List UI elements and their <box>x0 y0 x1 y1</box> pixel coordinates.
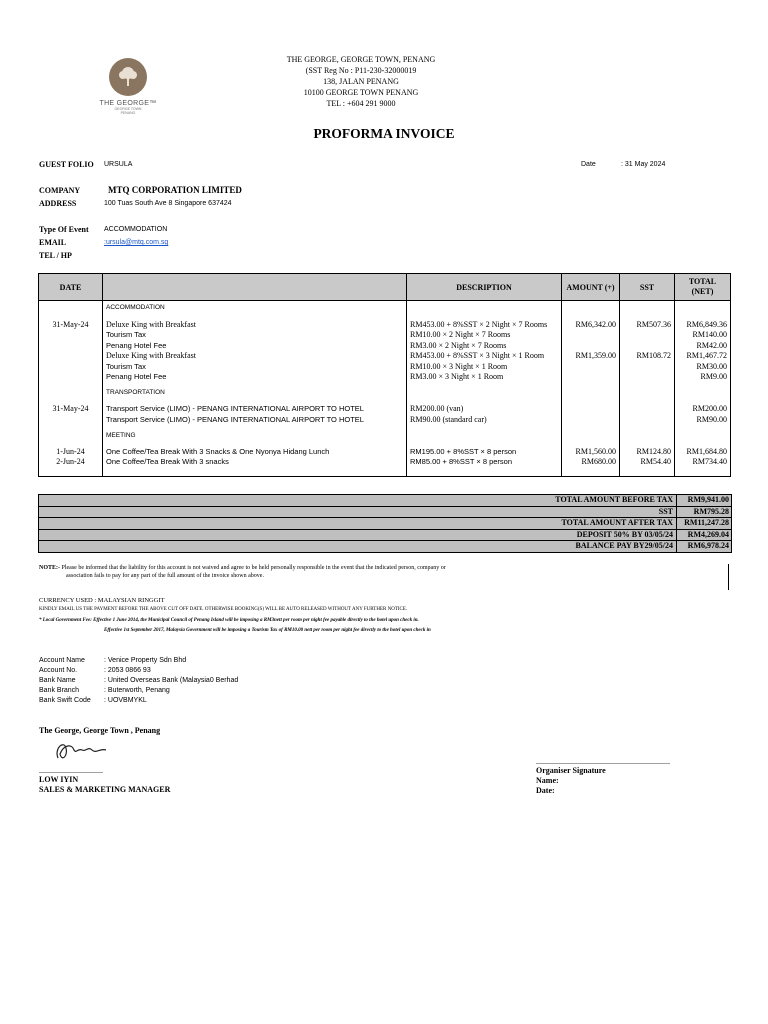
accom-item-4: Deluxe King with Breakfast <box>106 351 196 360</box>
deposit-label: DEPOSIT 50% BY 03/05/24 <box>576 529 673 539</box>
liability-note <box>39 564 699 580</box>
deposit-value: RM4,269.04 <box>676 530 731 541</box>
date-label: Date <box>581 161 596 168</box>
hotel-sst: (SST Reg No : P11-230-32000019 <box>305 66 417 75</box>
sst-total-row <box>39 507 731 519</box>
address-label: ADDRESS <box>39 199 77 208</box>
handwritten-signature-icon <box>52 738 112 764</box>
bank-key-account-name: Account Name <box>39 657 85 664</box>
total-after-tax-label: TOTAL AMOUNT AFTER TAX <box>561 518 673 527</box>
hotel-city: 10100 GEORGE TOWN PENANG <box>303 88 419 97</box>
bank-key-branch: Bank Branch <box>39 687 80 694</box>
tel-label: TEL / HP <box>39 251 72 260</box>
col-sst: SST <box>620 274 675 301</box>
meeting-item-2: One Coffee/Tea Break With 3 snacks <box>106 457 229 466</box>
logo-sub-1: GEORGE TOWN <box>114 107 142 111</box>
transport-total-2: RM90.00 <box>696 414 727 424</box>
bank-details <box>39 656 238 706</box>
accom-sst-4: RM108.72 <box>636 351 671 360</box>
email-link[interactable]: :ursula@mtq.com.sg <box>104 239 169 246</box>
meeting-amount-1: RM1,560.00 <box>575 446 616 456</box>
transport-total-1: RM200.00 <box>692 404 727 413</box>
bank-row-bank-name <box>39 676 238 686</box>
col-item <box>103 274 407 301</box>
total-before-tax-label: TOTAL AMOUNT BEFORE TAX <box>555 495 673 504</box>
note-line-2: association fails to pay for any part of the full amount of the invoice shown above. <box>66 573 264 579</box>
balance-label: BALANCE PAY BY29/05/24 <box>575 541 673 550</box>
accom-sst-3 <box>623 341 671 352</box>
guest-folio-label: GUEST FOLIO <box>39 160 94 169</box>
accom-desc-1: RM453.00 + 8%SST × 2 Night × 7 Rooms <box>410 319 548 329</box>
sst-total-value: RM795.28 <box>676 507 731 518</box>
section-label-accommodation: ACCOMMODATION <box>106 304 165 311</box>
total-after-tax-row <box>39 518 731 530</box>
table-row-transportation <box>39 398 731 425</box>
accom-total-6: RM9.00 <box>700 372 727 381</box>
accom-item-1: Deluxe King with Breakfast <box>106 319 196 329</box>
transport-desc-2: RM90.00 (standard car) <box>410 414 487 424</box>
accom-desc-4: RM453.00 + 8%SST × 3 Night × 1 Room <box>410 351 545 360</box>
col-total-line2: (NET) <box>691 287 714 296</box>
email-label: EMAIL <box>39 238 67 247</box>
col-amount: AMOUNT (+) <box>562 274 620 301</box>
accom-sst-1: RM507.36 <box>636 319 671 329</box>
bank-key-bank-name: Bank Name <box>39 677 76 684</box>
accom-desc-6: RM3.00 × 3 Night × 1 Room <box>410 372 504 381</box>
meeting-sst-1: RM124.80 <box>636 446 671 456</box>
hotel-tel: TEL : +604 291 9000 <box>326 99 396 108</box>
bank-row-branch <box>39 686 238 696</box>
accom-amount-1: RM6,342.00 <box>575 319 616 329</box>
logo-sub-2: PENANG <box>120 111 136 115</box>
hotel-street: 138, JALAN PENANG <box>323 77 399 86</box>
signatory-hotel: The George, George Town , Penang <box>39 726 161 735</box>
hotel-header <box>240 54 482 109</box>
accom-item-6: Penang Hotel Fee <box>106 372 167 381</box>
accom-total-4: RM1,467.72 <box>686 351 727 360</box>
table-row-accommodation <box>39 314 731 383</box>
signatory-name: LOW IYIN <box>39 775 79 784</box>
deposit-row <box>39 530 731 542</box>
total-after-tax-value: RM11,247.28 <box>676 518 731 529</box>
accom-item-3: Penang Hotel Fee <box>106 340 167 350</box>
accom-desc-2: RM10.00 × 2 Night × 7 Rooms <box>410 330 511 339</box>
organiser-signature-dots: ................................................................... <box>536 757 670 766</box>
organiser-date-label: Date: <box>536 786 555 795</box>
col-date: DATE <box>39 274 103 301</box>
bank-val-swift: : UOVBMYKL <box>104 697 147 704</box>
meeting-desc-1: RM195.00 + 8%SST × 8 person <box>410 446 517 456</box>
logo-name: THE GEORGE™ <box>99 100 157 107</box>
transport-desc-1: RM200.00 (van) <box>410 404 464 413</box>
tourism-tax-note: Effective 1st September 2017, Malaysia Government will be imposing a Tourism Tax of RM10.00 nett per room per night fee directly to the hotel upon check in <box>104 628 431 633</box>
section-row-transportation <box>39 383 731 399</box>
accom-date: 31-May-24 <box>52 319 89 329</box>
section-row-meeting <box>39 425 731 442</box>
balance-value: RM6,978.24 <box>676 541 731 552</box>
accom-total-1: RM6,849.36 <box>686 319 727 329</box>
event-type-label: Type Of Event <box>39 225 89 234</box>
page-title: PROFORMA INVOICE <box>313 126 455 141</box>
payment-notice: KINDLY EMAIL US THE PAYMENT BEFORE THE ABOVE CUT OFF DATE. OTHERWISE BOOKING(S) WILL BE AUTO RELEASED WITHOUT ANY FURTHER NOTICE. <box>39 607 408 612</box>
transport-item-1: Transport Service (LIMO) - PENANG INTERNATIONAL AIRPORT TO HOTEL <box>106 404 364 413</box>
currency-note: CURRENCY USED : MALAYSIAN RINGGIT <box>39 597 165 604</box>
section-row-accommodation <box>39 301 731 314</box>
totals-block <box>38 494 732 553</box>
bank-row-account-name <box>39 656 238 666</box>
meeting-desc-2: RM85.00 + 8%SST × 8 person <box>410 457 513 466</box>
address-value: 100 Tuas South Ave 8 Singapore 637424 <box>104 200 232 207</box>
meeting-date-1: 1-Jun-24 <box>56 446 85 456</box>
sst-total-label: SST <box>658 506 673 516</box>
bank-key-account-no: Account No. <box>39 667 78 674</box>
organiser-name-label: Name: <box>536 776 559 785</box>
bank-row-account-no <box>39 666 238 676</box>
meeting-item-1: One Coffee/Tea Break With 3 Snacks & One Nyonya Hidang Lunch <box>106 446 330 456</box>
transport-item-2: Transport Service (LIMO) - PENANG INTERNATIONAL AIRPORT TO HOTEL <box>106 414 364 424</box>
accom-amount-4: RM1,359.00 <box>575 351 616 360</box>
section-label-meeting: MEETING <box>106 432 136 439</box>
note-line-1: Please be informed that the liability for this account is not waived and agree to be held personally responsible in the event that the indicated person, company or <box>61 565 446 571</box>
note-label: NOTE:- <box>39 565 60 571</box>
bank-key-swift: Bank Swift Code <box>39 697 91 704</box>
total-before-tax-value: RM9,941.00 <box>676 495 731 506</box>
accom-total-5: RM30.00 <box>696 361 727 371</box>
section-label-transportation: TRANSPORTATION <box>106 388 165 396</box>
meeting-total-1: RM1,684.80 <box>686 446 727 456</box>
col-description: DESCRIPTION <box>407 274 562 301</box>
total-before-tax-row <box>39 495 731 507</box>
accom-amount-6 <box>565 372 616 383</box>
local-govt-fee-note: * Local Government Fee: Effective 1 June 2014, the Municipal Council of Penang Island will be imposing a RM3nett per room per night fee payable directly to the hotel upon check in. <box>39 618 419 623</box>
signature-dots: ................................ <box>39 766 103 775</box>
meeting-amount-2: RM680.00 <box>581 457 616 466</box>
table-header-row <box>39 274 731 301</box>
organiser-signature-label: Organiser Signature <box>536 766 606 775</box>
col-total-line1: TOTAL <box>688 277 717 286</box>
accom-item-5: Tourism Tax <box>106 361 146 371</box>
accom-sst-6 <box>623 372 671 383</box>
accom-sst-5 <box>623 362 671 373</box>
accom-amount-2 <box>565 330 616 341</box>
guest-folio-value: URSULA <box>104 161 133 168</box>
event-type-value: ACCOMMODATION <box>104 226 168 233</box>
meeting-sst-2: RM54.40 <box>640 457 671 466</box>
bank-row-swift <box>39 696 238 706</box>
bank-val-account-name: : Venice Property Sdn Bhd <box>104 657 187 664</box>
signatory-role: SALES & MARKETING MANAGER <box>39 785 171 794</box>
accom-amount-5 <box>565 362 616 373</box>
meeting-total-2: RM734.40 <box>692 457 727 466</box>
balance-row <box>39 541 731 552</box>
accom-desc-3: RM3.00 × 2 Night × 7 Rooms <box>410 340 507 350</box>
accom-amount-3 <box>565 341 616 352</box>
company-label: COMPANY <box>39 186 81 195</box>
hotel-logo <box>95 58 161 130</box>
accom-sst-2 <box>623 330 671 341</box>
hotel-name: THE GEORGE, GEORGE TOWN, PENANG <box>286 55 436 64</box>
bank-val-bank-name: : United Overseas Bank (Malaysia0 Berhad <box>104 677 239 684</box>
invoice-items-table <box>38 273 731 477</box>
bank-val-branch: : Buterworth, Penang <box>104 687 170 694</box>
tree-logo-icon <box>109 58 147 96</box>
table-row-meeting <box>39 442 731 477</box>
transport-date: 31-May-24 <box>52 404 89 413</box>
company-value: MTQ CORPORATION LIMITED <box>108 185 242 195</box>
accom-total-3: RM42.00 <box>696 340 727 350</box>
accom-desc-5: RM10.00 × 3 Night × 1 Room <box>410 361 508 371</box>
bank-val-account-no: : 2053 0866 93 <box>104 667 151 674</box>
note-divider <box>728 564 729 590</box>
accom-total-2: RM140.00 <box>692 330 727 339</box>
accom-item-2: Tourism Tax <box>106 330 146 339</box>
col-total <box>675 274 731 301</box>
meeting-date-2: 2-Jun-24 <box>56 457 85 466</box>
date-value: : 31 May 2024 <box>621 161 666 168</box>
